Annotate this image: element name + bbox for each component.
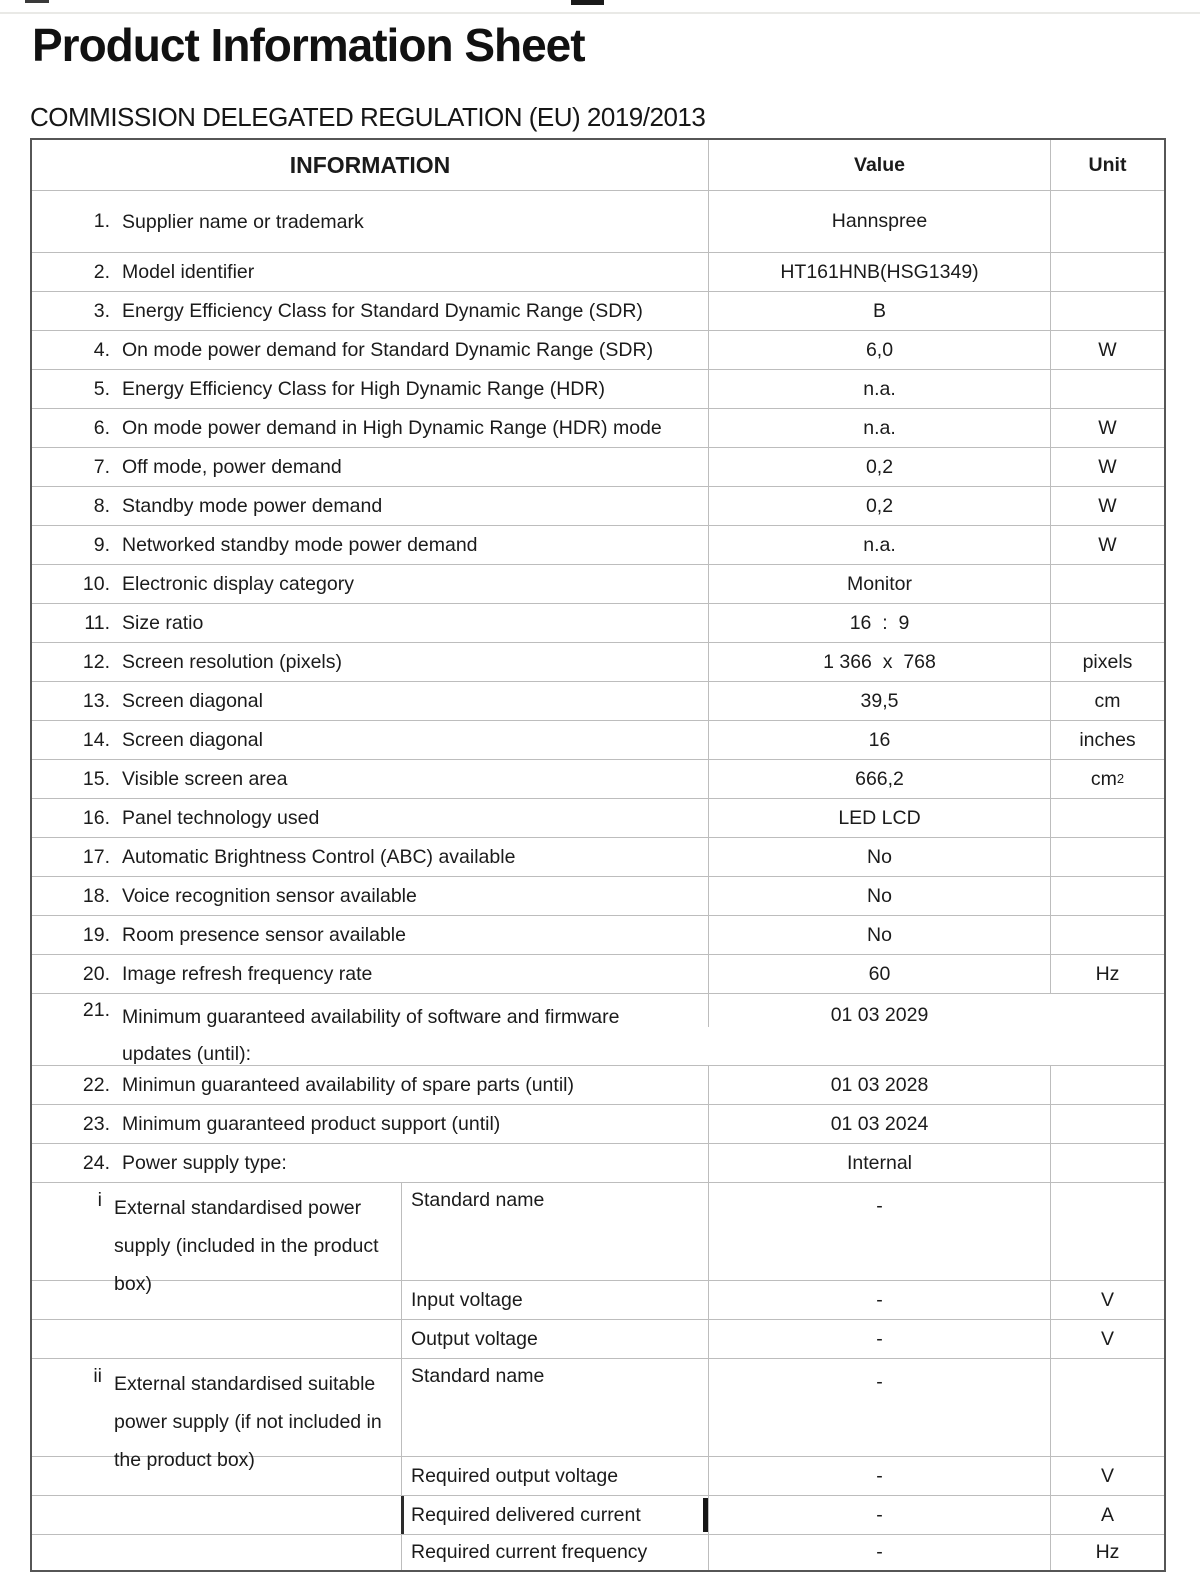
row-value: Monitor [708, 565, 1050, 603]
row-unit: inches [1050, 721, 1164, 759]
table-row [32, 190, 1164, 252]
row-unit [1050, 565, 1164, 603]
table-row [32, 993, 1164, 1065]
row-label: Off mode, power demand [122, 456, 342, 478]
row-value: No [708, 916, 1050, 954]
table-row [32, 603, 1164, 642]
row-value: 60 [708, 955, 1050, 993]
power-supply-row [32, 1182, 1164, 1295]
row-label: Screen diagonal [122, 729, 263, 751]
row-number: 4. [93, 338, 110, 361]
row-unit: cm [1050, 682, 1164, 720]
row-value: 01 03 2028 [708, 1066, 1050, 1104]
row-unit: Hz [1050, 1535, 1164, 1570]
row-value: 666,2 [708, 760, 1050, 798]
row-unit [1050, 877, 1164, 915]
table-row [32, 252, 1164, 291]
row-value: - [708, 1457, 1050, 1495]
table-row [32, 642, 1164, 681]
row-value: - [708, 1535, 1050, 1570]
row-value: Internal [708, 1144, 1050, 1182]
row-value: - [708, 1359, 1050, 1456]
table-row [32, 954, 1164, 993]
row-unit: V [1050, 1457, 1164, 1495]
row-unit [1050, 191, 1164, 252]
power-supply-row [32, 1534, 1164, 1570]
row-label: Energy Efficiency Class for Standard Dynamic Range (SDR) [122, 300, 643, 322]
row-label: Room presence sensor available [122, 924, 406, 946]
scan-artifact-dash [571, 0, 604, 5]
row-value: 6,0 [708, 331, 1050, 369]
row-unit [1050, 253, 1164, 291]
row-unit: W [1050, 409, 1164, 447]
power-field-label: Input voltage [401, 1281, 708, 1319]
row-unit [1050, 1066, 1164, 1104]
row-number: 20. [82, 962, 110, 985]
power-field-label: Standard name [401, 1359, 708, 1456]
table-row [32, 525, 1164, 564]
power-supply-row [32, 1495, 1164, 1534]
row-value: 16 : 9 [708, 604, 1050, 642]
row-number: 5. [93, 377, 110, 400]
row-number: 2. [93, 260, 110, 283]
table-row [32, 486, 1164, 525]
row-number: 15. [82, 767, 110, 790]
row-unit [1050, 799, 1164, 837]
row-number: 21. [82, 999, 110, 1021]
row-unit: W [1050, 487, 1164, 525]
row-label: Automatic Brightness Control (ABC) available [122, 846, 516, 868]
table-row [32, 720, 1164, 759]
row-label: Power supply type: [122, 1152, 287, 1174]
row-unit [1050, 604, 1164, 642]
row-value: Hannspree [708, 191, 1050, 252]
row-number: 9. [93, 533, 110, 556]
table-row [32, 915, 1164, 954]
power-field-label: Standard name [401, 1183, 708, 1280]
row-label: Energy Efficiency Class for High Dynamic Range (HDR) [122, 378, 605, 400]
row-value: 16 [708, 721, 1050, 759]
row-unit: W [1050, 526, 1164, 564]
row-number: 17. [82, 845, 110, 868]
table-row [32, 564, 1164, 603]
table-header-row [32, 140, 1164, 190]
row-label: Networked standby mode power demand [122, 534, 478, 556]
page-subtitle: COMMISSION DELEGATED REGULATION (EU) 2019/2013 [30, 102, 706, 132]
row-unit [1050, 1359, 1164, 1456]
row-value: No [708, 838, 1050, 876]
row-unit: pixels [1050, 643, 1164, 681]
row-label: Minimun guaranteed availability of spare parts (until) [122, 1074, 574, 1096]
row-unit [1050, 916, 1164, 954]
row-number: 14. [82, 728, 110, 751]
row-unit: Hz [1050, 955, 1164, 993]
row-unit: V [1050, 1281, 1164, 1319]
row-unit [1050, 370, 1164, 408]
row-value: 0,2 [708, 487, 1050, 525]
page-title: Product Information Sheet [32, 19, 585, 71]
power-field-label: Required current frequency [401, 1535, 708, 1570]
row-number: 6. [93, 416, 110, 439]
row-number: 1. [93, 210, 110, 232]
row-label: Minimum guaranteed product support (until) [122, 1113, 501, 1135]
row-label: Screen resolution (pixels) [122, 651, 343, 673]
row-number: 12. [82, 650, 110, 673]
row-value: No [708, 877, 1050, 915]
row-unit: W [1050, 448, 1164, 486]
roman-numeral-marker: ii [93, 1365, 102, 1387]
row-label: Supplier name or trademark [122, 210, 364, 233]
row-label: Size ratio [122, 612, 204, 634]
table-row [32, 369, 1164, 408]
row-number: 11. [84, 611, 110, 634]
row-value: 39,5 [708, 682, 1050, 720]
row-unit [1050, 1183, 1164, 1280]
column-header-information: INFORMATION [289, 151, 451, 178]
row-value: - [708, 1320, 1050, 1358]
table-row [32, 447, 1164, 486]
power-group-label: External standardised suitable power supply (if not included in the product box) [114, 1373, 382, 1471]
row-number: 16. [82, 806, 110, 829]
row-number: 19. [82, 923, 110, 946]
column-header-value: Value [708, 140, 1050, 190]
table-row [32, 759, 1164, 798]
row-number: 10. [82, 572, 110, 595]
row-number: 23. [82, 1112, 110, 1135]
row-value: 01 03 2029 [708, 994, 1050, 1027]
text-cursor [703, 1498, 708, 1532]
row-value: HT161HNB(HSG1349) [708, 253, 1050, 291]
row-value: B [708, 292, 1050, 330]
power-field-label: Required delivered current [401, 1496, 708, 1534]
row-label: On mode power demand in High Dynamic Range (HDR) mode [122, 417, 662, 439]
row-value: LED LCD [708, 799, 1050, 837]
power-supply-row [32, 1319, 1164, 1358]
row-label: Minimum guaranteed availability of software and firmware updates (until): [122, 1006, 620, 1065]
row-value: - [708, 1281, 1050, 1319]
power-supply-row [32, 1358, 1164, 1471]
table-row [32, 1143, 1164, 1182]
table-row [32, 330, 1164, 369]
row-unit [1050, 838, 1164, 876]
row-number: 8. [93, 494, 110, 517]
table-row [32, 1065, 1164, 1104]
row-value: n.a. [708, 526, 1050, 564]
table-row [32, 876, 1164, 915]
table-row [32, 408, 1164, 447]
row-value: - [708, 1496, 1050, 1534]
row-number: 3. [93, 299, 110, 322]
row-label: Voice recognition sensor available [122, 885, 417, 907]
row-unit: W [1050, 331, 1164, 369]
row-label: On mode power demand for Standard Dynamic Range (SDR) [122, 339, 654, 361]
page-edge-line [0, 12, 1200, 14]
power-supply-row [32, 1280, 1164, 1319]
column-header-unit: Unit [1050, 140, 1164, 190]
row-number: 24. [82, 1151, 110, 1174]
roman-numeral-marker: i [97, 1189, 102, 1211]
row-value: 0,2 [708, 448, 1050, 486]
row-label: Screen diagonal [122, 690, 263, 712]
row-label: Model identifier [122, 261, 255, 283]
table-row [32, 837, 1164, 876]
power-group-label: External standardised power supply (included in the product box) [114, 1197, 379, 1295]
table-row [32, 798, 1164, 837]
row-unit: A [1050, 1496, 1164, 1534]
table-row [32, 681, 1164, 720]
row-label: Visible screen area [122, 768, 288, 790]
power-field-label: Output voltage [401, 1320, 708, 1358]
row-number: 7. [93, 455, 110, 478]
row-label: Standby mode power demand [122, 495, 383, 517]
row-label: Electronic display category [122, 573, 354, 595]
power-field-label: Required output voltage [401, 1457, 708, 1495]
table-row [32, 1104, 1164, 1143]
row-number: 13. [82, 689, 110, 712]
row-number: 18. [82, 884, 110, 907]
scan-artifact-dash [25, 0, 49, 3]
row-value: 1 366 x 768 [708, 643, 1050, 681]
row-unit [1050, 1144, 1164, 1182]
row-unit: cm 2 [1050, 760, 1164, 798]
row-value: - [708, 1183, 1050, 1280]
table-row [32, 291, 1164, 330]
row-unit: V [1050, 1320, 1164, 1358]
product-info-table [30, 138, 1166, 1572]
row-unit [1050, 292, 1164, 330]
row-value: 01 03 2024 [708, 1105, 1050, 1143]
row-number: 22. [82, 1073, 110, 1096]
row-value: n.a. [708, 409, 1050, 447]
row-label: Image refresh frequency rate [122, 963, 373, 985]
row-value: n.a. [708, 370, 1050, 408]
power-supply-row [32, 1456, 1164, 1495]
row-unit [1050, 1105, 1164, 1143]
row-label: Panel technology used [122, 807, 320, 829]
